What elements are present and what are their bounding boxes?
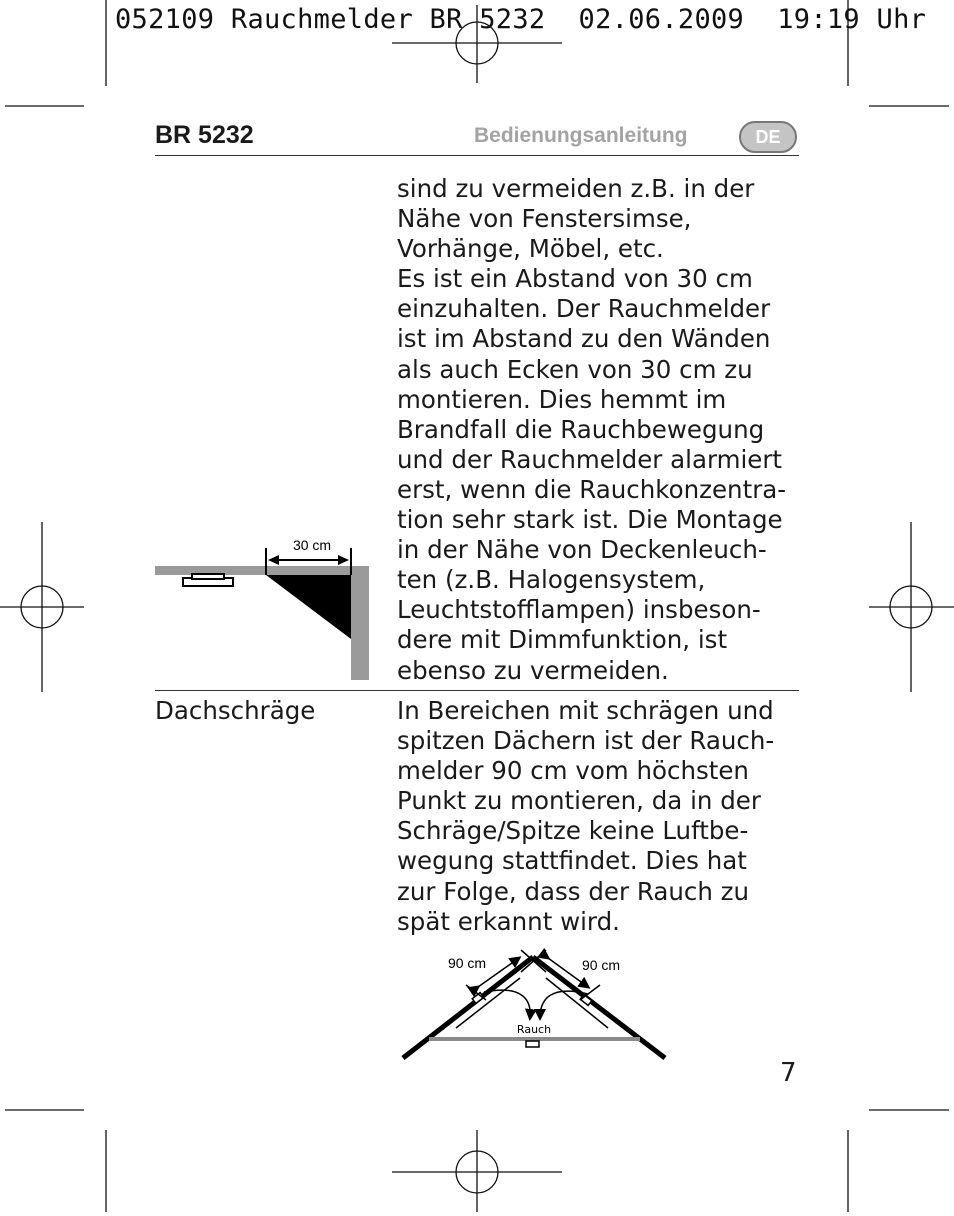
language-badge: DE xyxy=(739,121,797,153)
text-line: einzuhalten. Der Rauchmelder xyxy=(397,294,771,324)
text-line: ebenso zu vermeiden. xyxy=(397,655,669,685)
text-line: In Bereichen mit schrägen und xyxy=(397,696,774,725)
smoke-flow-arrow-left xyxy=(484,990,530,1018)
text-line: Es ist ein Abstand von 30 cm xyxy=(397,264,753,294)
text-line: in der Nähe von Deckenleuch- xyxy=(397,535,767,565)
text-line: ist im Abstand zu den Wänden xyxy=(397,324,771,354)
text-line: spät erkannt wird. xyxy=(397,906,620,936)
text-line: erst, wenn die Rauchkonzentra- xyxy=(397,474,787,504)
smoke-detector-icon xyxy=(526,1041,539,1047)
text-line: sind zu vermeiden z.B. in der xyxy=(397,174,755,203)
text-line: Schräge/Spitze keine Luftbe- xyxy=(397,816,749,846)
text-line: Vorhänge, Möbel, etc. xyxy=(397,234,664,264)
text-line: spitzen Dächern ist der Rauch- xyxy=(397,726,775,756)
roof-left-slope xyxy=(403,957,533,1058)
page-number: 7 xyxy=(780,1058,797,1088)
text-line: Punkt zu montieren, da in der xyxy=(397,786,761,816)
text-line: ten (z.B. Halogensystem, xyxy=(397,565,706,595)
text-line: wegung stattfindet. Dies hat xyxy=(397,846,747,876)
text-line: dere mit Dimmfunktion, ist xyxy=(397,625,728,655)
text-line: melder 90 cm vom höchsten xyxy=(397,756,749,786)
text-line: tion sehr stark ist. Die Montage xyxy=(397,505,783,535)
text-line: Brandfall die Rauchbewegung xyxy=(397,414,765,444)
print-slug-line: 052109 Rauchmelder BR 5232 02.06.2009 19:19 Uhr xyxy=(115,4,927,35)
distance-label-right-90cm: 90 cm xyxy=(581,957,621,973)
text-line: und der Rauchmelder alarmiert xyxy=(397,444,783,474)
distance-label-left-90cm: 90 cm xyxy=(447,955,487,971)
header-model-name: BR 5232 xyxy=(155,121,254,149)
text-line: Nähe von Fenstersimse, xyxy=(397,204,692,234)
text-line: Leuchtstofflampen) insbeson- xyxy=(397,595,761,625)
text-line: zur Folge, dass der Rauch zu xyxy=(397,876,750,906)
header-document-title: Bedienungsanleitung xyxy=(474,124,688,147)
distance-label-30cm: 30 cm xyxy=(292,537,332,553)
section-label-dachschraege: Dachschräge xyxy=(155,696,316,725)
smoke-label: Rauch xyxy=(516,1023,552,1036)
text-line: als auch Ecken von 30 cm zu xyxy=(397,354,753,384)
text-line: montieren. Dies hemmt im xyxy=(397,384,727,414)
